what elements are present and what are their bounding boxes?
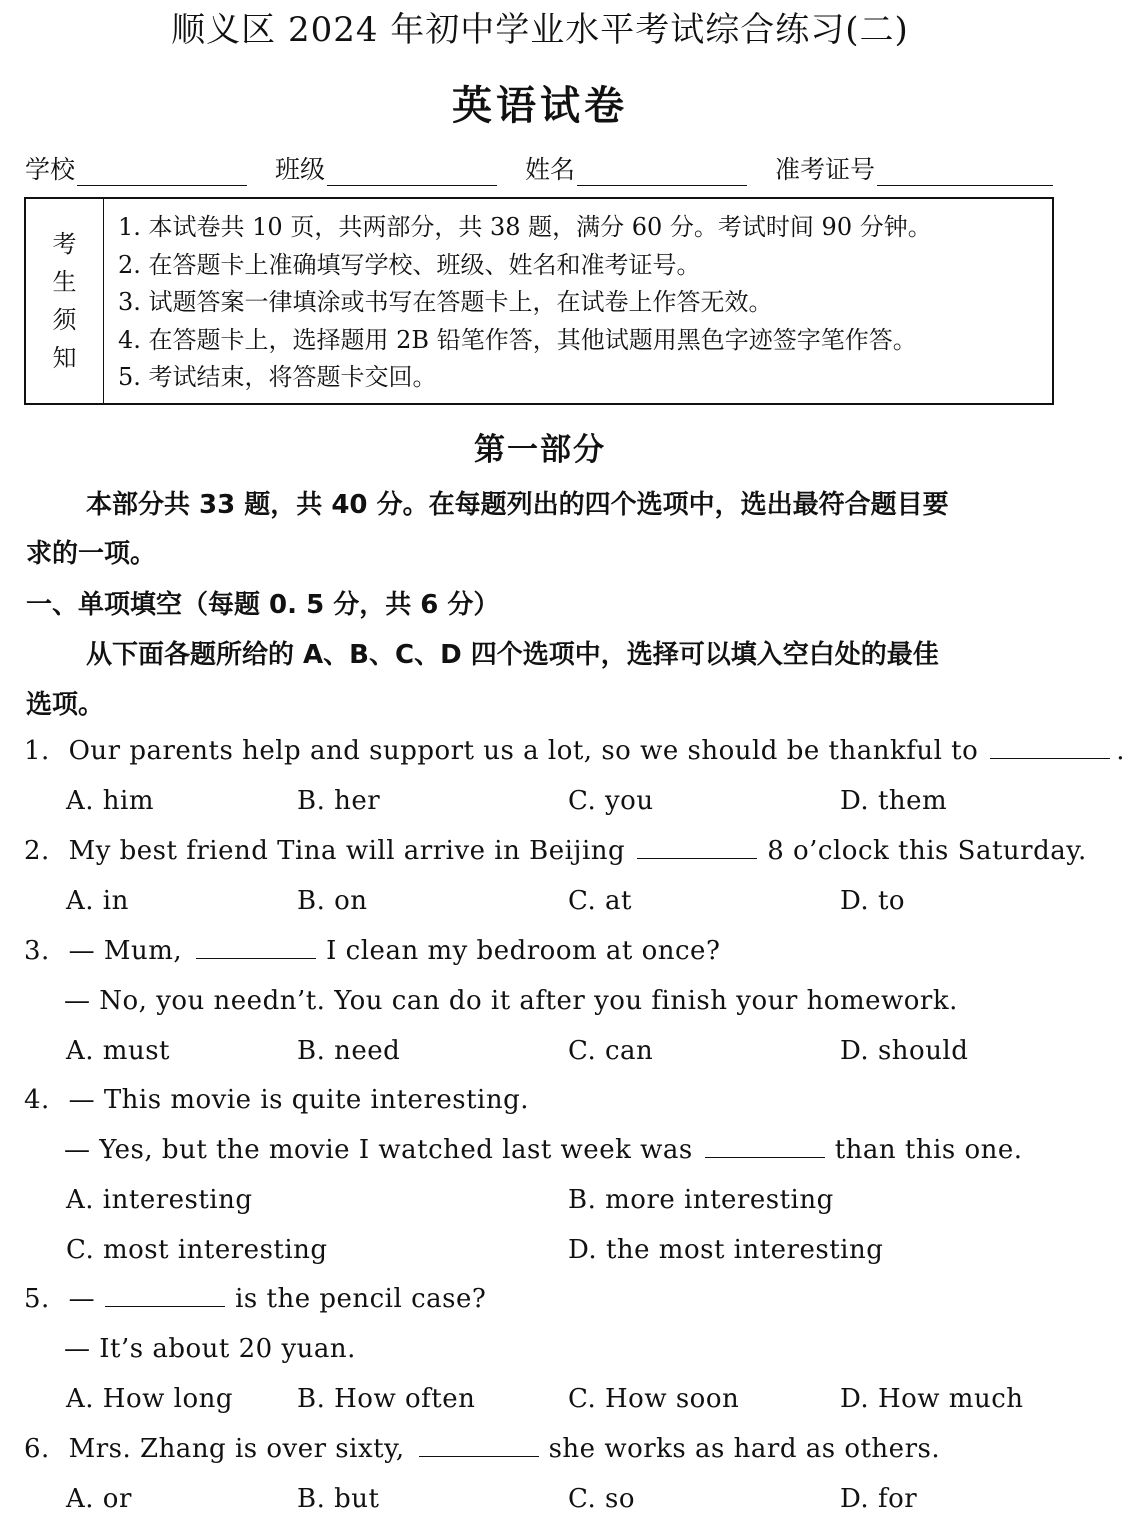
option-b: B. her xyxy=(297,786,381,816)
part-heading: 第一部分 xyxy=(474,432,606,468)
school-blank xyxy=(77,155,247,186)
student-info-row xyxy=(25,150,1055,186)
class-blank xyxy=(327,155,497,186)
question-6 xyxy=(24,1434,940,1464)
question-number: 4. xyxy=(24,1085,50,1115)
option-d: D. How much xyxy=(840,1384,1024,1414)
exam-id-field xyxy=(775,150,1053,186)
answer-blank xyxy=(705,1135,825,1158)
notice-item: 3. 试题答案一律填涂或书写在答题卡上，在试卷上作答无效。 xyxy=(118,288,773,316)
question-number: 6. xyxy=(24,1434,50,1464)
question-text: I clean my bedroom at once? xyxy=(326,936,721,966)
question-number: 5. xyxy=(24,1284,50,1314)
option-d: D. them xyxy=(840,786,948,816)
exam-title: 顺义区 2024 年初中学业水平考试综合练习(二) xyxy=(171,10,909,50)
option-a: A. in xyxy=(66,886,129,916)
question-text: Our parents help and support us a lot, so we should be thankful to xyxy=(68,736,979,766)
answer-blank xyxy=(105,1284,225,1307)
candidate-notice-box xyxy=(24,197,1054,405)
option-d: D. the most interesting xyxy=(568,1235,884,1265)
option-d: D. to xyxy=(840,886,906,916)
question-text: — Mum, xyxy=(68,936,183,966)
question-text: — This movie is quite interesting. xyxy=(68,1085,530,1115)
option-c: C. at xyxy=(568,886,632,916)
notice-label-char: 知 xyxy=(52,344,77,372)
notice-label-char: 须 xyxy=(52,306,77,334)
option-d: D. for xyxy=(840,1484,918,1514)
option-c: C. most interesting xyxy=(66,1235,328,1265)
question-4-reply xyxy=(64,1135,1023,1165)
class-field xyxy=(275,150,497,186)
part-intro-line1: 本部分共 33 题，共 40 分。在每题列出的四个选项中，选出最符合题目要 xyxy=(86,490,949,520)
option-d: D. should xyxy=(840,1036,969,1066)
option-c: C. can xyxy=(568,1036,654,1066)
question-text: 8 o’clock this Saturday. xyxy=(767,836,1087,866)
section-instruction-line2: 选项。 xyxy=(26,690,105,720)
question-text: she works as hard as others. xyxy=(548,1434,941,1464)
question-3-reply: — No, you needn’t. You can do it after you finish your homework. xyxy=(64,986,958,1016)
question-5 xyxy=(24,1284,486,1314)
option-c: C. you xyxy=(568,786,654,816)
option-b: B. on xyxy=(297,886,368,916)
option-b: B. but xyxy=(297,1484,380,1514)
exam-id-label: 准考证号 xyxy=(775,155,876,184)
option-b: B. need xyxy=(297,1036,401,1066)
option-c: C. How soon xyxy=(568,1384,740,1414)
answer-blank xyxy=(990,736,1110,759)
notice-items xyxy=(118,209,932,397)
question-number: 2. xyxy=(24,836,50,866)
name-field xyxy=(525,150,747,186)
notice-item: 4. 在答题卡上，选择题用 2B 铅笔作答，其他试题用黑色字迹签字笔作答。 xyxy=(118,325,917,354)
option-a: A. him xyxy=(66,786,155,816)
question-text: My best friend Tina will arrive in Beijing xyxy=(68,836,626,866)
section-instruction-line1: 从下面各题所给的 A、B、C、D 四个选项中，选择可以填入空白处的最佳 xyxy=(86,640,939,670)
notice-label xyxy=(26,199,104,403)
question-text: — xyxy=(68,1284,96,1314)
question-text: Mrs. Zhang is over sixty, xyxy=(68,1434,405,1464)
school-field xyxy=(25,150,247,186)
notice-label-char: 生 xyxy=(52,268,77,296)
school-label: 学校 xyxy=(25,155,76,184)
part-intro-line2: 求的一项。 xyxy=(26,539,157,569)
question-number: 3. xyxy=(24,936,50,966)
question-text: than this one. xyxy=(834,1135,1023,1165)
question-3 xyxy=(24,936,720,966)
option-b: B. more interesting xyxy=(568,1185,834,1215)
option-b: B. How often xyxy=(297,1384,476,1414)
notice-item: 1. 本试卷共 10 页，共两部分，共 38 题，满分 60 分。考试时间 90 分钟。 xyxy=(118,213,932,241)
notice-label-char: 考 xyxy=(52,230,77,258)
question-5-reply: — It’s about 20 yuan. xyxy=(64,1334,356,1364)
question-1 xyxy=(24,736,1125,766)
option-a: A. or xyxy=(66,1484,132,1514)
name-blank xyxy=(577,155,747,186)
option-a: A. must xyxy=(66,1036,170,1066)
name-label: 姓名 xyxy=(525,155,576,184)
class-label: 班级 xyxy=(275,155,326,184)
option-a: A. interesting xyxy=(66,1185,253,1215)
answer-blank xyxy=(637,836,757,859)
question-text: — Yes, but the movie I watched last week was xyxy=(64,1135,693,1165)
question-2 xyxy=(24,836,1087,866)
question-text: . xyxy=(1116,736,1125,766)
section-title: 一、单项填空（每题 0. 5 分，共 6 分） xyxy=(26,590,500,620)
question-4 xyxy=(24,1085,529,1115)
option-c: C. so xyxy=(568,1484,635,1514)
notice-item: 5. 考试结束，将答题卡交回。 xyxy=(118,363,437,391)
notice-item: 2. 在答题卡上准确填写学校、班级、姓名和准考证号。 xyxy=(118,250,701,279)
exam-id-blank xyxy=(877,155,1053,186)
question-text: is the pencil case? xyxy=(235,1284,487,1314)
answer-blank xyxy=(196,936,316,959)
answer-blank xyxy=(419,1434,539,1457)
exam-subtitle: 英语试卷 xyxy=(452,83,628,129)
option-a: A. How long xyxy=(66,1384,234,1414)
question-number: 1. xyxy=(24,736,50,766)
